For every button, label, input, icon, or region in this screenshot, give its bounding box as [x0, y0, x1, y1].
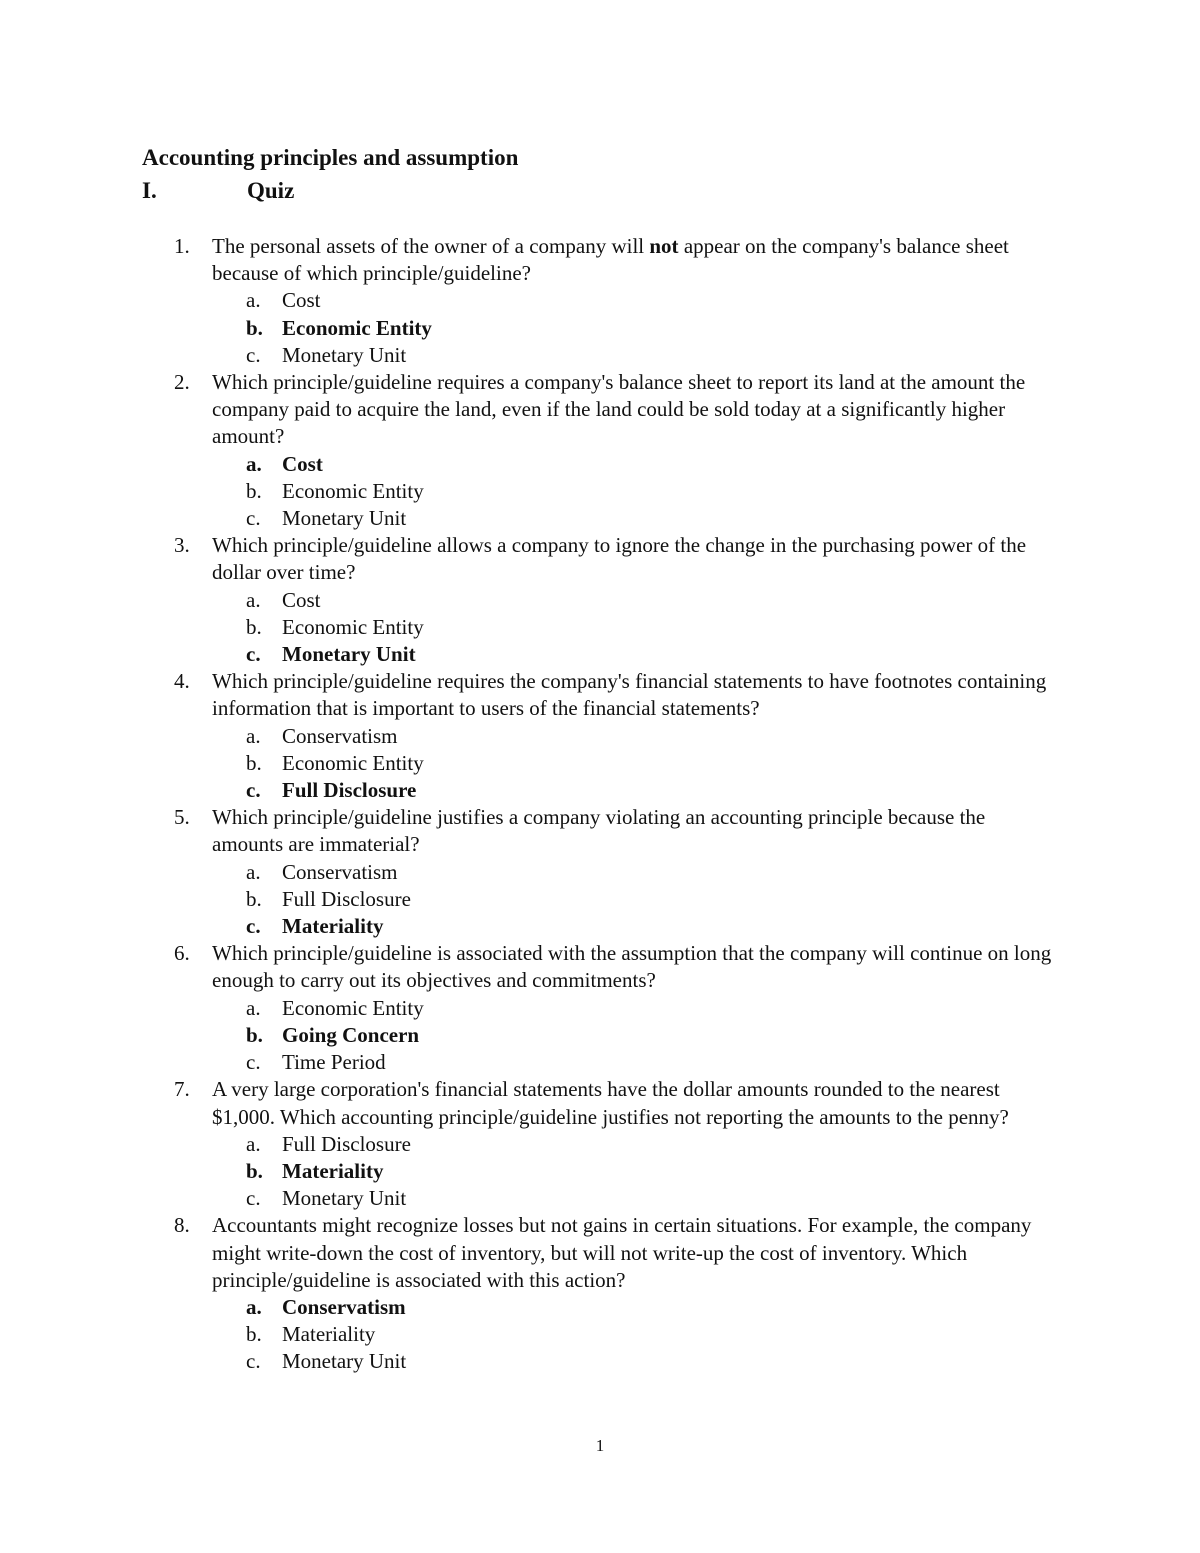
- question-text-part: Which principle/guideline is associated with the assumption that the company will continue on long enough to carry out its objectives and commitments?: [212, 941, 1052, 993]
- answer-option: [0, 287, 1200, 314]
- option-letter: a.: [246, 451, 262, 476]
- option-text: Economic Entity: [282, 478, 424, 503]
- option-text: Monetary Unit: [282, 1186, 407, 1211]
- option-text: Going Concern: [282, 1022, 420, 1047]
- section-number: I.: [142, 178, 157, 203]
- answer-option-correct: [0, 315, 1200, 342]
- option-letter: c.: [246, 1050, 261, 1075]
- option-text: Economic Entity: [282, 614, 424, 639]
- question-stem: [0, 940, 1200, 994]
- option-text: Conservatism: [282, 859, 398, 884]
- option-text: Monetary Unit: [282, 1349, 407, 1374]
- question-number: 5.: [174, 805, 190, 830]
- answer-option-correct: [0, 777, 1200, 804]
- question-number: 3.: [174, 533, 190, 558]
- option-text: Monetary Unit: [282, 506, 407, 531]
- question-number: 6.: [174, 941, 190, 966]
- quiz-question: [0, 804, 1200, 940]
- option-letter: c.: [246, 1186, 261, 1211]
- answer-option: [0, 1049, 1200, 1076]
- option-text: Cost: [282, 587, 321, 612]
- option-letter: c.: [246, 642, 261, 667]
- question-text: [212, 941, 1051, 992]
- option-text: Time Period: [282, 1050, 386, 1075]
- question-text-part: Which principle/guideline allows a company to ignore the change in the purchasing power of the dollar over time?: [212, 533, 1027, 585]
- option-letter: a.: [246, 859, 261, 884]
- question-text: [212, 1213, 1031, 1291]
- question-text: [212, 533, 1026, 584]
- option-letter: b.: [246, 478, 262, 503]
- page-number: 1: [595, 1436, 605, 1455]
- answer-option: [0, 587, 1200, 614]
- answer-option: [0, 1321, 1200, 1348]
- option-letter: c.: [246, 506, 261, 531]
- answer-option-correct: [0, 913, 1200, 940]
- option-letter: b.: [246, 886, 262, 911]
- option-text: Monetary Unit: [282, 342, 407, 367]
- answer-option: [0, 342, 1200, 369]
- question-text: [212, 370, 1025, 448]
- quiz-question: [0, 1076, 1200, 1212]
- answer-option: [0, 1131, 1200, 1158]
- option-letter: c.: [246, 342, 261, 367]
- document-title: Accounting principles and assumption: [142, 145, 519, 170]
- question-number: 8.: [174, 1213, 190, 1238]
- question-text-part: Which principle/guideline requires a company's balance sheet to report its land at the amount the company paid to acquire the land, even if the land could be sold today at a significantly higher amount?: [212, 370, 1026, 449]
- option-text: Cost: [282, 288, 321, 313]
- option-letter: b.: [246, 750, 262, 775]
- question-text-part: appear on the company's balance sheet because of which principle/guideline?: [212, 234, 1009, 286]
- option-text: Full Disclosure: [282, 1131, 411, 1156]
- answer-option: [0, 1348, 1200, 1375]
- question-number: 7.: [174, 1077, 190, 1102]
- option-letter: b.: [246, 1322, 262, 1347]
- answer-option: [0, 995, 1200, 1022]
- option-letter: c.: [246, 1349, 261, 1374]
- question-text: [212, 234, 1009, 285]
- option-letter: a.: [246, 1294, 262, 1319]
- quiz-question: [0, 668, 1200, 804]
- option-letter: b.: [246, 614, 262, 639]
- quiz-question: [0, 1212, 1200, 1375]
- answer-option-correct: [0, 1158, 1200, 1185]
- question-number: 2.: [174, 370, 190, 395]
- answer-option: [0, 886, 1200, 913]
- option-letter: b.: [246, 315, 263, 340]
- answer-option-correct: [0, 1294, 1200, 1321]
- question-text-emphasis: not: [649, 234, 679, 258]
- question-text: [212, 669, 1046, 720]
- option-text: Economic Entity: [282, 315, 432, 340]
- quiz-question: [0, 532, 1200, 668]
- question-number: 4.: [174, 669, 190, 694]
- question-text-part: Which principle/guideline justifies a company violating an accounting principle because the amounts are immaterial?: [212, 805, 986, 857]
- question-text-part: The personal assets of the owner of a company will: [212, 234, 650, 258]
- answer-option-correct: [0, 451, 1200, 478]
- section-heading: [142, 175, 294, 207]
- question-stem: [0, 532, 1200, 586]
- quiz-question-list: [0, 233, 1200, 1376]
- option-letter: a.: [246, 995, 261, 1020]
- option-text: Conservatism: [282, 1294, 406, 1319]
- option-letter: a.: [246, 1131, 261, 1156]
- question-text-part: Which principle/guideline requires the company's financial statements to have footnotes containing information that is important to users of the financial statements?: [212, 669, 1047, 721]
- question-stem: [0, 804, 1200, 858]
- option-letter: a.: [246, 288, 261, 313]
- option-letter: a.: [246, 723, 261, 748]
- option-text: Cost: [282, 451, 323, 476]
- question-text: [212, 805, 985, 856]
- question-stem: [0, 233, 1200, 287]
- option-letter: b.: [246, 1158, 263, 1183]
- option-text: Materiality: [282, 1322, 376, 1347]
- question-text-part: A very large corporation's financial statements have the dollar amounts rounded to the nearest $1,000. Which accounting principle/guideline justifies not reporting the amounts to the penny?: [212, 1077, 1009, 1129]
- question-stem: [0, 1212, 1200, 1294]
- answer-option: [0, 478, 1200, 505]
- quiz-question: [0, 233, 1200, 369]
- option-text: Economic Entity: [282, 750, 424, 775]
- option-text: Full Disclosure: [282, 778, 417, 803]
- answer-option: [0, 1185, 1200, 1212]
- answer-option: [0, 505, 1200, 532]
- option-letter: c.: [246, 914, 261, 939]
- option-text: Monetary Unit: [282, 642, 416, 667]
- quiz-question: [0, 369, 1200, 532]
- option-letter: a.: [246, 587, 261, 612]
- answer-option-correct: [0, 1022, 1200, 1049]
- option-letter: b.: [246, 1022, 263, 1047]
- answer-option: [0, 859, 1200, 886]
- question-text-part: Accountants might recognize losses but not gains in certain situations. For example, the company might write-down the cost of inventory, but will not write-up the cost of inventory. Which principle/guideline is associated with this action?: [212, 1213, 1032, 1292]
- answer-option: [0, 723, 1200, 750]
- option-text: Economic Entity: [282, 995, 424, 1020]
- quiz-question: [0, 940, 1200, 1076]
- question-number: 1.: [174, 234, 190, 258]
- option-text: Full Disclosure: [282, 886, 411, 911]
- option-text: Materiality: [282, 914, 384, 939]
- option-text: Conservatism: [282, 723, 398, 748]
- answer-option-correct: [0, 641, 1200, 668]
- question-stem: [0, 668, 1200, 722]
- question-stem: [0, 369, 1200, 451]
- section-title: Quiz: [247, 178, 295, 203]
- question-stem: [0, 1076, 1200, 1130]
- option-letter: c.: [246, 778, 261, 803]
- answer-option: [0, 750, 1200, 777]
- question-text: [212, 1077, 1009, 1128]
- option-text: Materiality: [282, 1158, 384, 1183]
- answer-option: [0, 614, 1200, 641]
